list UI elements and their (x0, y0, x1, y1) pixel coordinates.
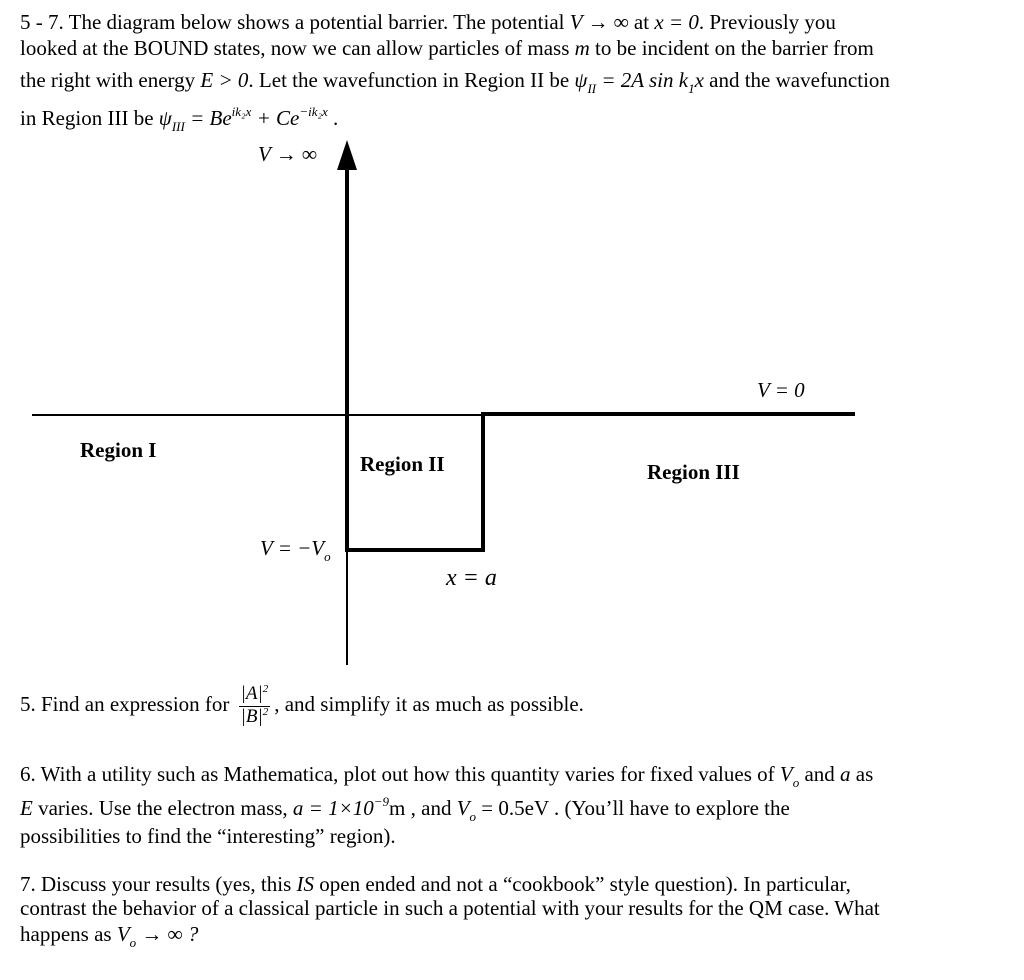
math-subscript: o (469, 809, 477, 824)
question-5 (20, 674, 584, 734)
label-v-negative (260, 536, 331, 563)
label-region-2: Region II (360, 452, 445, 476)
math-mass: m (574, 36, 590, 60)
fraction-denominator (239, 707, 271, 729)
math-v: V (779, 762, 793, 786)
text: to be incident on the barrier from (589, 36, 874, 60)
math-subscript: o (129, 935, 137, 950)
text: and (799, 762, 841, 786)
math-superscript: −ik₂x (299, 104, 328, 119)
text: possibilities to find the “interesting” region). (20, 824, 396, 848)
arrow-up-icon (337, 140, 357, 170)
math-to-infinity: → ∞ ? (136, 922, 199, 946)
text: and the wavefunction (703, 68, 890, 92)
text: . (327, 106, 339, 130)
label-region-3: Region III (647, 460, 740, 484)
text: contrast the behavior of a classical particle in such a potential with your results for the QM case. What (20, 896, 880, 920)
math-v-infinity: V → ∞ (569, 10, 629, 34)
math-wavefunction-2: = 2A sin k (596, 68, 689, 92)
math-superscript: −9 (373, 794, 390, 809)
question-6-line-3 (20, 824, 396, 848)
label-v-zero: V = 0 (757, 378, 805, 402)
math-v: V (456, 796, 470, 820)
math-subscript: II (587, 81, 597, 96)
math-wavefunction-3a: = Be (184, 106, 232, 130)
math-a-value: a = 1×10 (292, 796, 374, 820)
math-wavefunction-3b: + Ce (251, 106, 300, 130)
math-subscript: 1 (688, 81, 695, 96)
text: . Previously you (698, 10, 836, 34)
question-5-prefix: 5. Find an expression for (20, 692, 230, 716)
math-psi: ψ (574, 68, 588, 92)
text: happens as (20, 922, 117, 946)
text: at (628, 10, 655, 34)
emphasis-is: IS (296, 872, 314, 896)
math-subscript: o (324, 549, 331, 564)
text: m , and (389, 796, 457, 820)
text: . Let the wavefunction in Region II be (248, 68, 575, 92)
math-v: V (116, 922, 130, 946)
question-6-line-1 (20, 762, 873, 789)
math-subscript: III (171, 119, 185, 134)
question-5-suffix: , and simplify it as much as possible. (274, 692, 584, 716)
math-energy: E > 0 (200, 68, 249, 92)
text: in Region III be (20, 106, 159, 130)
fraction-numerator (239, 684, 271, 707)
math-x-zero: x = 0 (654, 10, 699, 34)
math-x: x (694, 68, 704, 92)
text: varies. Use the electron mass, (32, 796, 293, 820)
text: the right with energy (20, 68, 201, 92)
text: 5 - 7. The diagram below shows a potential barrier. The potential (20, 10, 570, 34)
label-v-infinity: V → ∞ (258, 142, 317, 166)
question-7-line-2 (20, 896, 880, 920)
math-superscript: 2 (262, 705, 269, 718)
text: 6. With a utility such as Mathematica, plot out how this quantity varies for fixed values of (20, 762, 780, 786)
math-a: a (840, 762, 851, 786)
math-abs-a: |A| (240, 682, 263, 704)
label-v-negative-text: V = −V (260, 536, 325, 560)
question-7-line-1 (20, 872, 851, 896)
question-7-line-3 (20, 922, 198, 949)
text: looked at the BOUND states, now we can allow particles of mass (20, 36, 575, 60)
text: as (850, 762, 874, 786)
math-energy: E (20, 796, 33, 820)
text: 7. Discuss your results (yes, this (20, 872, 297, 896)
text: = 0.5eV . (You’ll have to explore the (476, 796, 790, 820)
text: open ended and not a “cookbook” style question). In particular, (314, 872, 851, 896)
math-superscript: 2 (262, 682, 269, 695)
math-abs-b: |B| (240, 705, 263, 727)
math-psi: ψ (158, 106, 172, 130)
question-6-line-2 (20, 796, 790, 823)
fraction-a-over-b (239, 684, 271, 729)
math-superscript: ik₂x (231, 104, 252, 119)
label-region-1: Region I (80, 438, 157, 462)
label-x-equals-a: x = a (446, 565, 497, 591)
math-subscript: o (792, 775, 800, 790)
